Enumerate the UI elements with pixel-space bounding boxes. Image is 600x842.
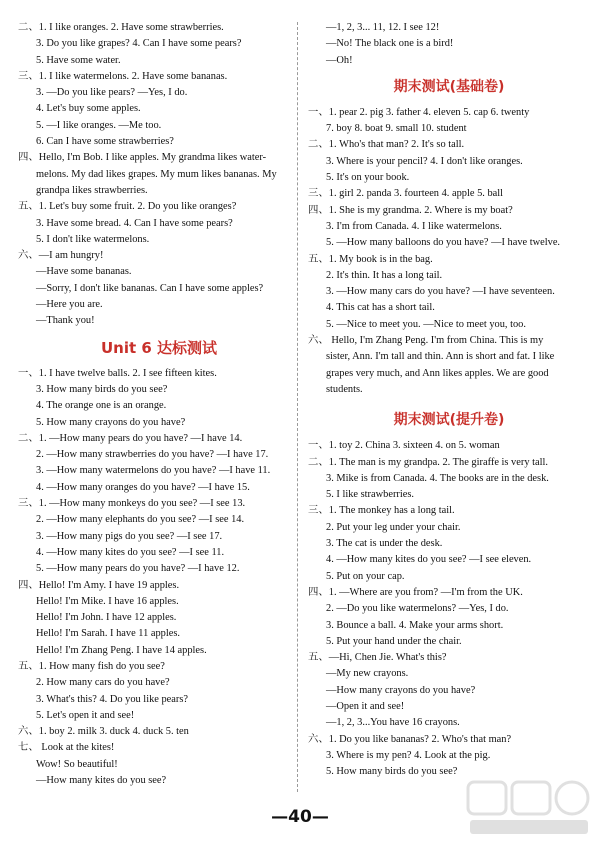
unit6-answer-line: 5. —How many pears do you have? —I have 12. <box>36 563 240 575</box>
right-answers-block-3 <box>308 438 590 780</box>
left-answer-line: —Have some bananas. <box>36 266 132 278</box>
final-advanced-answer-line: 四、1. —Where are you from? —I'm from the UK. <box>308 586 523 598</box>
final-advanced-answer-line: 5. Put your hand under the chair. <box>326 635 462 647</box>
unit6-answer-line: 2. How many cars do you have? <box>36 677 170 689</box>
final-basic-answer-line: grapes very much, and Ann likes apples. We are good <box>326 367 549 379</box>
left-answer-line: 5. Have some water. <box>36 54 121 66</box>
left-answers-block-2 <box>18 366 300 790</box>
final-advanced-answer-line: 2. Put your leg under your chair. <box>326 521 461 533</box>
final-advanced-answer-line: —My new crayons. <box>326 668 409 680</box>
final-basic-answer-line: 3. I'm from Canada. 4. I like watermelons. <box>326 220 502 232</box>
left-answer-line: 6. Can I have some strawberries? <box>36 136 174 148</box>
left-answer-line: 4. Let's buy some apples. <box>36 103 141 115</box>
right-answers-block-1 <box>308 20 590 69</box>
final-advanced-answer-line: 5. I like strawberries. <box>326 489 415 501</box>
unit6-answer-line: Hello! I'm Zhang Peng. I have 14 apples. <box>36 644 207 656</box>
final-advanced-answer-line: 二、1. The man is my grandpa. 2. The giraffe is very tall. <box>308 456 548 468</box>
right-answer-line: —1, 2, 3... 11, 12. I see 12! <box>326 22 440 33</box>
unit6-answer-line: 三、1. —How many monkeys do you see? —I see 13. <box>18 498 246 510</box>
unit6-answer-line: 4. —How many kites do you see? —I see 11. <box>36 546 225 558</box>
unit6-answer-line: 2. —How many strawberries do you have? —I have 17. <box>36 449 269 461</box>
left-column <box>18 20 300 789</box>
left-answer-line: 六、—I am hungry! <box>18 250 104 262</box>
final-test-basic-heading: 期末测试(基础卷) <box>393 78 505 95</box>
final-advanced-answer-line: 三、1. The monkey has a long tail. <box>308 505 455 517</box>
final-advanced-answer-line: —Open it and see! <box>326 700 405 712</box>
final-advanced-answer-line: 5. How many birds do you see? <box>326 766 458 778</box>
left-answer-line: 3. —Do you like pears? —Yes, I do. <box>36 87 188 99</box>
final-advanced-answer-line: 3. Where is my pen? 4. Look at the pig. <box>326 749 491 761</box>
unit6-answer-line: 五、1. How many fish do you see? <box>18 660 165 672</box>
final-basic-answer-line: 2. It's thin. It has a long tail. <box>326 269 443 281</box>
final-advanced-answer-line: 4. —How many kites do you see? —I see eleven. <box>326 554 532 566</box>
unit6-answer-line: 3. —How many pigs do you see? —I see 17. <box>36 530 223 542</box>
final-advanced-answer-line: —1, 2, 3...You have 16 crayons. <box>326 717 460 729</box>
unit6-answer-line: 3. What's this? 4. Do you like pears? <box>36 693 189 705</box>
unit6-answer-line: 4. The orange one is an orange. <box>36 400 167 412</box>
final-basic-answer-line: 五、1. My book is in the bag. <box>308 253 433 265</box>
unit6-answer-line: Hello! I'm Mike. I have 16 apples. <box>36 595 179 607</box>
left-answer-line: —Here you are. <box>36 299 103 311</box>
left-answer-line: 3. Have some bread. 4. Can I have some pears? <box>36 217 233 229</box>
unit6-answer-line: Hello! I'm John. I have 12 apples. <box>36 612 177 624</box>
final-basic-answer-line: 3. —How many cars do you have? —I have seventeen. <box>326 286 555 298</box>
unit6-answer-line: 七、 Look at the kites! <box>18 742 115 754</box>
final-advanced-answer-line: 5. Put on your cap. <box>326 570 405 582</box>
column-divider <box>297 22 298 792</box>
unit6-answer-line: —How many kites do you see? <box>36 775 167 787</box>
final-basic-answer-line: sister, Ann. I'm tall and thin. Ann is short and fat. I like <box>326 351 555 363</box>
final-basic-answer-line: 4. This cat has a short tail. <box>326 302 435 314</box>
final-basic-answer-line: 5. —How many balloons do you have? —I have twelve. <box>326 237 561 249</box>
unit6-answer-line: Wow! So beautiful! <box>36 758 118 770</box>
final-basic-answer-line: 3. Where is your pencil? 4. I don't like oranges. <box>326 155 523 167</box>
final-basic-answer-line: students. <box>326 383 363 395</box>
final-advanced-answer-line: 2. —Do you like watermelons? —Yes, I do. <box>326 603 509 615</box>
final-advanced-answer-line: 六、1. Do you like bananas? 2. Who's that man? <box>308 733 512 745</box>
final-basic-answer-line: 三、1. girl 2. panda 3. fourteen 4. apple 5. ball <box>308 188 504 200</box>
left-answer-line: 五、1. Let's buy some fruit. 2. Do you like oranges? <box>18 201 237 213</box>
final-basic-answer-line: 7. boy 8. boat 9. small 10. student <box>326 123 467 135</box>
left-answer-line: 5. I don't like watermelons. <box>36 233 150 245</box>
final-advanced-answer-line: 3. Mike is from Canada. 4. The books are in the desk. <box>326 472 549 484</box>
unit6-answer-line: 一、1. I have twelve balls. 2. I see fifteen kites. <box>18 367 217 379</box>
final-advanced-answer-line: —How many crayons do you have? <box>326 684 476 696</box>
final-advanced-answer-line: 3. Bounce a ball. 4. Make your arms short. <box>326 619 504 631</box>
left-answer-line: grandpa likes strawberries. <box>36 184 148 196</box>
left-answer-line: 3. Do you like grapes? 4. Can I have some pears? <box>36 38 242 50</box>
right-answer-line: —Oh! <box>326 54 353 66</box>
unit6-answer-line: Hello! I'm Sarah. I have 11 apples. <box>36 628 181 640</box>
unit6-answer-line: 2. —How many elephants do you see? —I see 14. <box>36 514 245 526</box>
unit6-answer-line: 六、1. boy 2. milk 3. duck 4. duck 5. ten <box>18 726 189 738</box>
left-answer-line: —Thank you! <box>36 315 95 327</box>
final-basic-answer-line: 四、1. She is my grandma. 2. Where is my boat? <box>308 204 513 216</box>
unit6-answer-line: 3. How many birds do you see? <box>36 383 168 395</box>
page-number: —40— <box>271 807 329 827</box>
unit6-answer-line: 4. —How many oranges do you have? —I have 15. <box>36 481 250 493</box>
final-basic-answer-line: 一、1. pear 2. pig 3. father 4. eleven 5. cap 6. twenty <box>308 106 530 118</box>
unit6-answer-line: 3. —How many watermelons do you have? —I have 11. <box>36 465 271 477</box>
final-advanced-answer-line: 一、1. toy 2. China 3. sixteen 4. on 5. woman <box>308 440 500 452</box>
left-answer-line: 三、1. I like watermelons. 2. Have some bananas. <box>18 70 228 82</box>
left-answer-line: 四、Hello, I'm Bob. I like apples. My grandma likes water- <box>18 152 267 164</box>
left-answer-line: 5. —I like oranges. —Me too. <box>36 119 162 131</box>
final-advanced-answer-line: 3. The cat is under the desk. <box>326 538 443 550</box>
unit6-answer-line: 5. Let's open it and see! <box>36 709 135 721</box>
unit6-test-heading: Unit 6 达标测试 <box>100 338 218 357</box>
right-answers-block-2 <box>308 105 590 398</box>
final-basic-answer-line: 5. It's on your book. <box>326 172 410 184</box>
left-answer-line: —Sorry, I don't like bananas. Can I have some apples? <box>36 282 264 294</box>
left-answer-line: 二、1. I like oranges. 2. Have some strawberries. <box>18 22 224 33</box>
final-test-advanced-heading: 期末测试(提升卷) <box>393 412 505 429</box>
right-column <box>308 20 590 780</box>
final-basic-answer-line: 5. —Nice to meet you. —Nice to meet you, too. <box>326 318 526 330</box>
unit6-answer-line: 四、Hello! I'm Amy. I have 19 apples. <box>18 579 180 591</box>
left-answer-line: melons. My dad likes grapes. My mum likes bananas. My <box>36 168 277 180</box>
right-answer-line: —No! The black one is a bird! <box>326 38 454 50</box>
final-basic-answer-line: 六、 Hello, I'm Zhang Peng. I'm from China. This is my <box>308 335 544 347</box>
left-answers-block-1 <box>18 20 300 330</box>
unit6-answer-line: 5. How many crayons do you have? <box>36 416 186 428</box>
unit6-answer-line: 二、1. —How many pears do you have? —I have 14. <box>18 432 243 444</box>
final-basic-answer-line: 二、1. Who's that man? 2. It's so tall. <box>308 139 465 151</box>
final-advanced-answer-line: 五、—Hi, Chen Jie. What's this? <box>308 652 447 664</box>
